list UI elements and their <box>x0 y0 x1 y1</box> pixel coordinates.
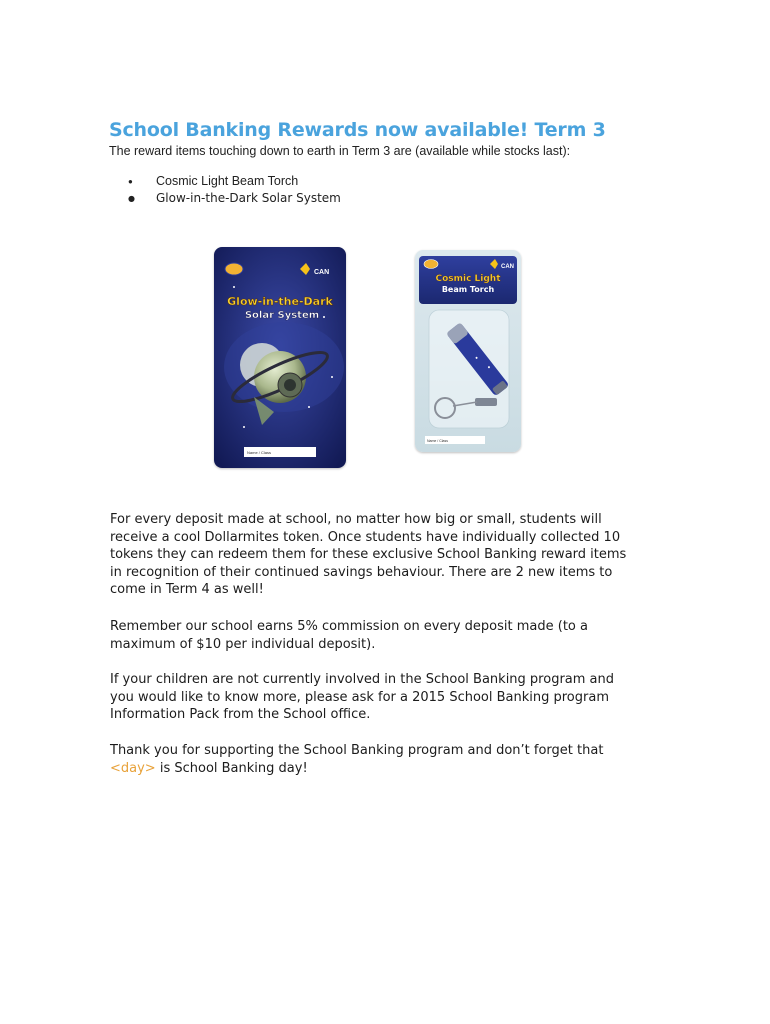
list-item: ● Cosmic Light Beam Torch <box>128 173 341 190</box>
dollarmites-logo-icon <box>424 260 438 269</box>
product-title-line2: Solar System <box>244 310 320 321</box>
paragraph-tokens: For every deposit made at school, no matter how big or small, students will receive a cool Dollarmites token. Once students have individually collected 10 tokens they can redeem them for these exclusive School Banking reward items in recognition of their continued savings behaviour. There are 2 new items to come in Term 4 as well! <box>110 512 627 597</box>
page-title: School Banking Rewards now available! Term 3 <box>109 119 606 141</box>
product-title-line1: Glow-in-the-Dark <box>227 295 333 308</box>
brand-label: CAN <box>314 269 330 276</box>
paragraph-commission: Remember our school earns 5% commission on every deposit made (to a maximum of $10 per individual deposit). <box>110 619 588 652</box>
reward-list <box>128 173 341 207</box>
product-title-line2: Beam Torch <box>441 285 495 294</box>
thank-you-text: Thank you for supporting the School Banking program and don’t forget that <box>110 743 604 758</box>
day-placeholder: <day> <box>110 760 156 776</box>
solar-system-product-image <box>214 247 346 468</box>
intro-text: The reward items touching down to earth in Term 3 are (available while stocks last): <box>109 144 571 158</box>
product-title-line1: Cosmic Light <box>435 274 501 284</box>
name-class-label: Name / Class <box>247 450 272 455</box>
dollarmites-logo-icon <box>225 263 243 275</box>
list-item: ● Glow-in-the-Dark Solar System <box>128 190 341 207</box>
name-class-label: Name / Class <box>427 439 449 443</box>
brand-label: CAN <box>501 264 514 270</box>
paragraph-thank-you <box>110 742 640 777</box>
torch-product-image <box>415 250 521 452</box>
banking-day-text: is School Banking day! <box>155 760 308 776</box>
paragraph-info-pack: If your children are not currently involved in the School Banking program and you would like to know more, please ask for a 2015 School Banking program Information Pack from the School office. <box>110 672 615 722</box>
